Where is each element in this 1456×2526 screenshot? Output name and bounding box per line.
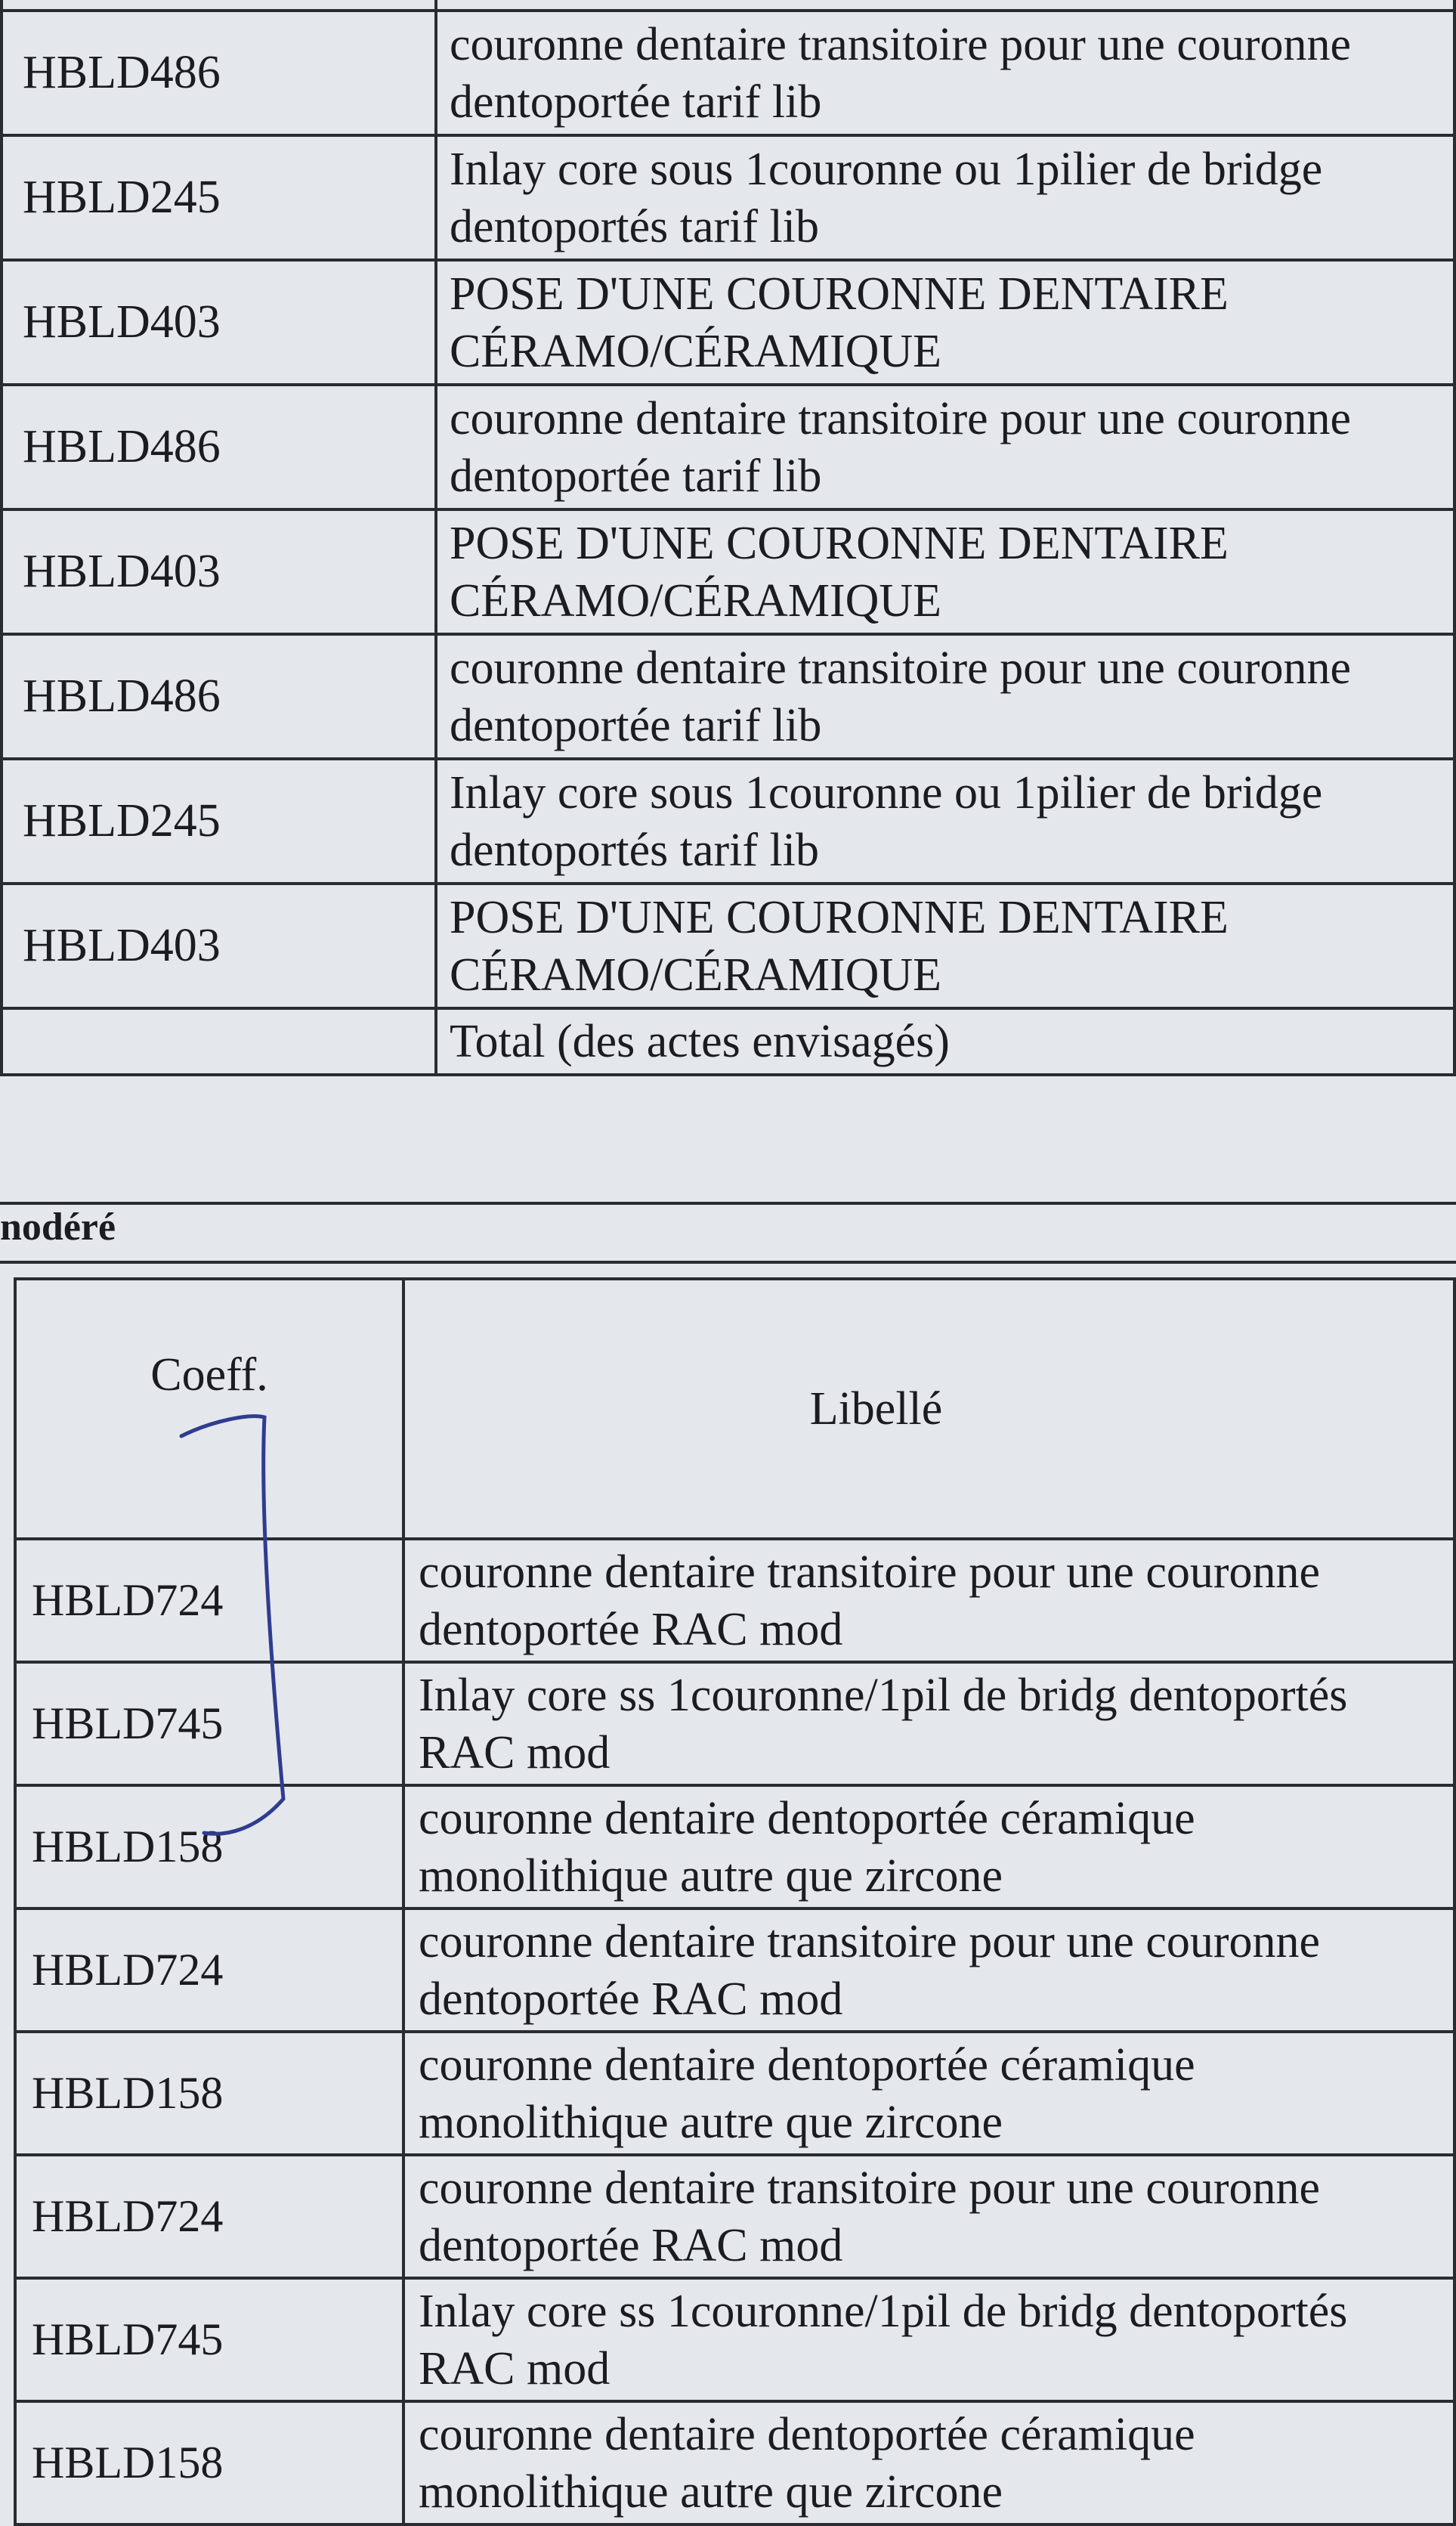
act-code: HBLD245 — [2, 135, 436, 260]
section-divider — [0, 1202, 1456, 1205]
act-label: couronne dentaire transitoire pour une couronne dentoportée RAC mod — [403, 1539, 1454, 1662]
act-code: HBLD486 — [2, 385, 436, 509]
moderate-acts-table — [14, 1277, 1456, 2526]
act-label: couronne dentaire dentoportée céramique monolithique autre que zircone — [403, 1785, 1454, 1908]
table-row — [15, 2032, 1454, 2155]
table-row — [15, 2155, 1454, 2278]
act-code: HBLD403 — [2, 884, 436, 1008]
table-row — [15, 2278, 1454, 2401]
table-row — [2, 884, 1454, 1008]
table-row — [2, 11, 1454, 135]
act-code: HBLD403 — [2, 509, 436, 634]
act-label: couronne dentaire dentoportée céramique monolithique autre que zircone — [403, 2032, 1454, 2155]
total-code-cell — [2, 1008, 436, 1075]
table-row — [15, 1539, 1454, 1662]
act-label: couronne dentaire transitoire pour une couronne dentoportée tarif lib — [436, 634, 1454, 759]
act-code: HBLD486 — [2, 634, 436, 759]
act-label: POSE D'UNE COURONNE DENTAIRE CÉRAMO/CÉRAMIQUE — [436, 509, 1454, 634]
act-code: HBLD724 — [15, 1908, 403, 2032]
table-row — [2, 135, 1454, 260]
table-row — [2, 759, 1454, 884]
act-label: Inlay core ss 1couronne/1pil de bridg dentoportés RAC mod — [403, 2278, 1454, 2401]
section-divider — [0, 1261, 1456, 1264]
act-code: HBLD745 — [15, 1662, 403, 1785]
total-label: Total (des actes envisagés) — [436, 1008, 1454, 1075]
table-row — [2, 509, 1454, 634]
act-label: couronne dentaire transitoire pour une couronne dentoportée RAC mod — [403, 2155, 1454, 2278]
table-row — [15, 1785, 1454, 1908]
table-header-row — [15, 1279, 1454, 1539]
act-code: HBLD158 — [15, 2401, 403, 2524]
act-code: HBLD745 — [15, 2278, 403, 2401]
table-row — [2, 260, 1454, 385]
total-row — [2, 1008, 1454, 1075]
act-code: HBLD486 — [2, 11, 436, 135]
act-label: POSE D'UNE COURONNE DENTAIRE CÉRAMO/CÉRAMIQUE — [436, 884, 1454, 1008]
act-code: HBLD403 — [2, 260, 436, 385]
libelle-header: Libellé — [403, 1279, 1454, 1539]
act-code: HBLD724 — [15, 2155, 403, 2278]
act-label: couronne dentaire transitoire pour une couronne dentoportée tarif lib — [436, 11, 1454, 135]
coeff-header: Coeff. — [15, 1279, 403, 1539]
act-label: couronne dentaire dentoportée céramique monolithique autre que zircone — [403, 2401, 1454, 2524]
act-label: couronne dentaire transitoire pour une couronne dentoportée tarif lib — [436, 385, 1454, 509]
act-label: POSE D'UNE COURONNE DENTAIRE CÉRAMO/CÉRAMIQUE — [436, 260, 1454, 385]
act-code: HBLD245 — [2, 759, 436, 884]
act-label: Inlay core ss 1couronne/1pil de bridg dentoportés RAC mod — [403, 1662, 1454, 1785]
top-acts-table — [0, 0, 1456, 1076]
act-code: HBLD158 — [15, 1785, 403, 1908]
act-code: HBLD724 — [15, 1539, 403, 1662]
act-label: Inlay core sous 1couronne ou 1pilier de bridge dentoportés tarif lib — [436, 759, 1454, 884]
table-row — [15, 2401, 1454, 2524]
table-row — [15, 1908, 1454, 2032]
act-label: Inlay core sous 1couronne ou 1pilier de bridge dentoportés tarif lib — [436, 135, 1454, 260]
act-label: couronne dentaire transitoire pour une couronne dentoportée RAC mod — [403, 1908, 1454, 2032]
table-row — [2, 385, 1454, 509]
table-row — [2, 0, 1454, 11]
act-code: HBLD158 — [15, 2032, 403, 2155]
section-title: nodéré — [0, 1206, 116, 1249]
table-row — [15, 1662, 1454, 1785]
table-row — [2, 634, 1454, 759]
